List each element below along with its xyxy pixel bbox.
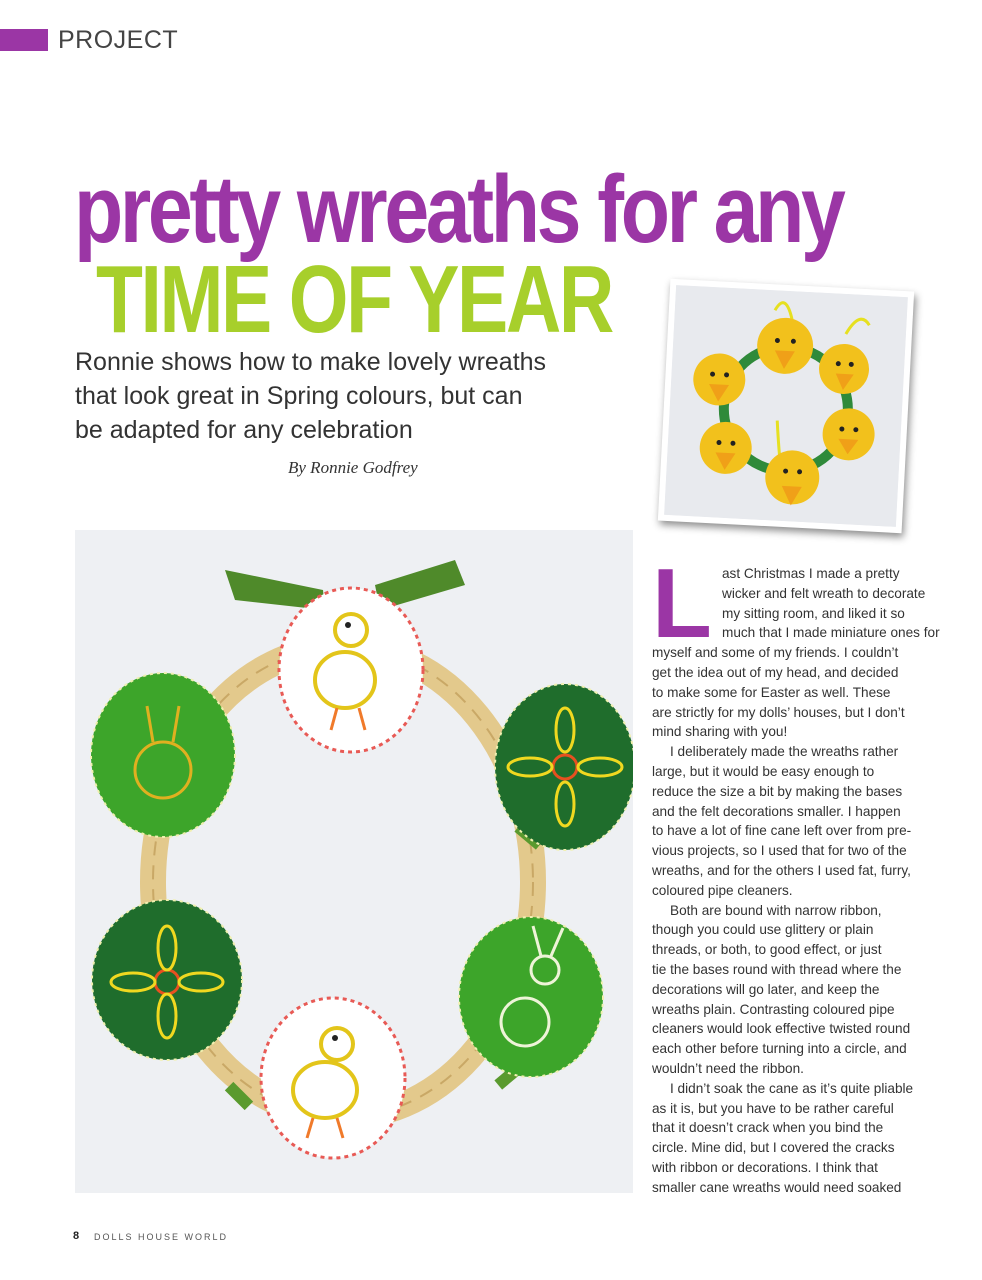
article-line: with ribbon or decorations. I think that: [652, 1159, 878, 1175]
article-line: decorations will go later, and keep the: [652, 981, 880, 997]
chick-wreath-illustration: [664, 285, 908, 527]
article-line: mind sharing with you!: [652, 724, 788, 740]
headline-line-1: pretty wreaths for any: [74, 156, 843, 263]
article-line: smaller cane wreaths would need soaked: [652, 1179, 902, 1195]
article-line: to have a lot of fine cane left over from pre-: [652, 823, 912, 839]
article-line: ast Christmas I made a pretty: [722, 566, 900, 581]
article-line: and the felt decorations smaller. I happen: [652, 803, 901, 819]
easter-wreath-illustration: [75, 530, 633, 1193]
headline-line-2: TIME OF YEAR: [96, 246, 612, 353]
article-line: wouldn’t need the ribbon.: [652, 1060, 804, 1076]
byline: By Ronnie Godfrey: [288, 458, 418, 477]
standfirst-line: that look great in Spring colours, but can: [75, 382, 523, 410]
article-line: as it is, but you have to be rather careful: [652, 1100, 894, 1116]
standfirst: [75, 345, 615, 447]
easter-wreath-photo: [75, 530, 633, 1193]
article-line: each other before turning into a circle, and: [652, 1041, 907, 1057]
flower-felt-oval: [92, 900, 242, 1060]
article-line: to make some for Easter as well. These: [652, 684, 891, 700]
article-line: threads, or both, to good effect, or just: [652, 942, 882, 958]
article-line: reduce the size a bit by making the bases: [652, 783, 903, 799]
article-body: [652, 548, 940, 1198]
bunny-felt-oval: [459, 917, 603, 1077]
article-line: wreaths plain. Contrasting coloured pipe: [652, 1001, 895, 1017]
article-line: I deliberately made the wreaths rather: [670, 744, 899, 760]
article-line: vious projects, so I used that for two of the: [652, 843, 907, 859]
article-line: coloured pipe cleaners.: [652, 882, 793, 898]
chick-felt-oval: [261, 998, 405, 1158]
flower-felt-oval: [495, 684, 633, 850]
article-line: that it doesn’t crack when you bind the: [652, 1120, 884, 1136]
article-line: I didn’t soak the cane as it’s quite pliable: [670, 1080, 914, 1096]
article-line: much that I made miniature ones for: [722, 625, 940, 641]
article-line: myself and some of my friends. I couldn’t: [652, 645, 899, 661]
chick-felt-oval: [279, 588, 423, 752]
chick-wreath-image: [664, 285, 908, 527]
article-line: are strictly for my dolls’ houses, but I don’t: [652, 704, 905, 720]
article-line: wreaths, and for the others I used fat, furry,: [652, 862, 911, 878]
standfirst-line: Ronnie shows how to make lovely wreaths: [75, 348, 547, 376]
standfirst-line: be adapted for any celebration: [75, 416, 413, 444]
section-color-bar: [0, 29, 48, 51]
article-line: my sitting room, and liked it so: [722, 605, 905, 621]
article-line: cleaners would look effective twisted round: [652, 1021, 911, 1037]
article-line: get the idea out of my head, and decided: [652, 664, 899, 680]
page-number: 8: [73, 1230, 80, 1242]
article-line: wicker and felt wreath to decorate: [722, 585, 926, 601]
article-line: circle. Mine did, but I covered the cracks: [652, 1140, 895, 1156]
section-label: PROJECT: [58, 26, 179, 54]
article-line: Both are bound with narrow ribbon,: [670, 902, 882, 918]
magazine-name: DOLLS HOUSE WORLD: [94, 1232, 229, 1242]
chick-wreath-photo: [658, 279, 914, 533]
article-line: large, but it would be easy enough to: [652, 763, 875, 779]
drop-cap: L: [652, 548, 712, 658]
article-line: tie the bases round with thread where the: [652, 961, 902, 977]
article-line: though you could use glittery or plain: [652, 922, 874, 938]
bunny-felt-oval: [91, 673, 235, 837]
